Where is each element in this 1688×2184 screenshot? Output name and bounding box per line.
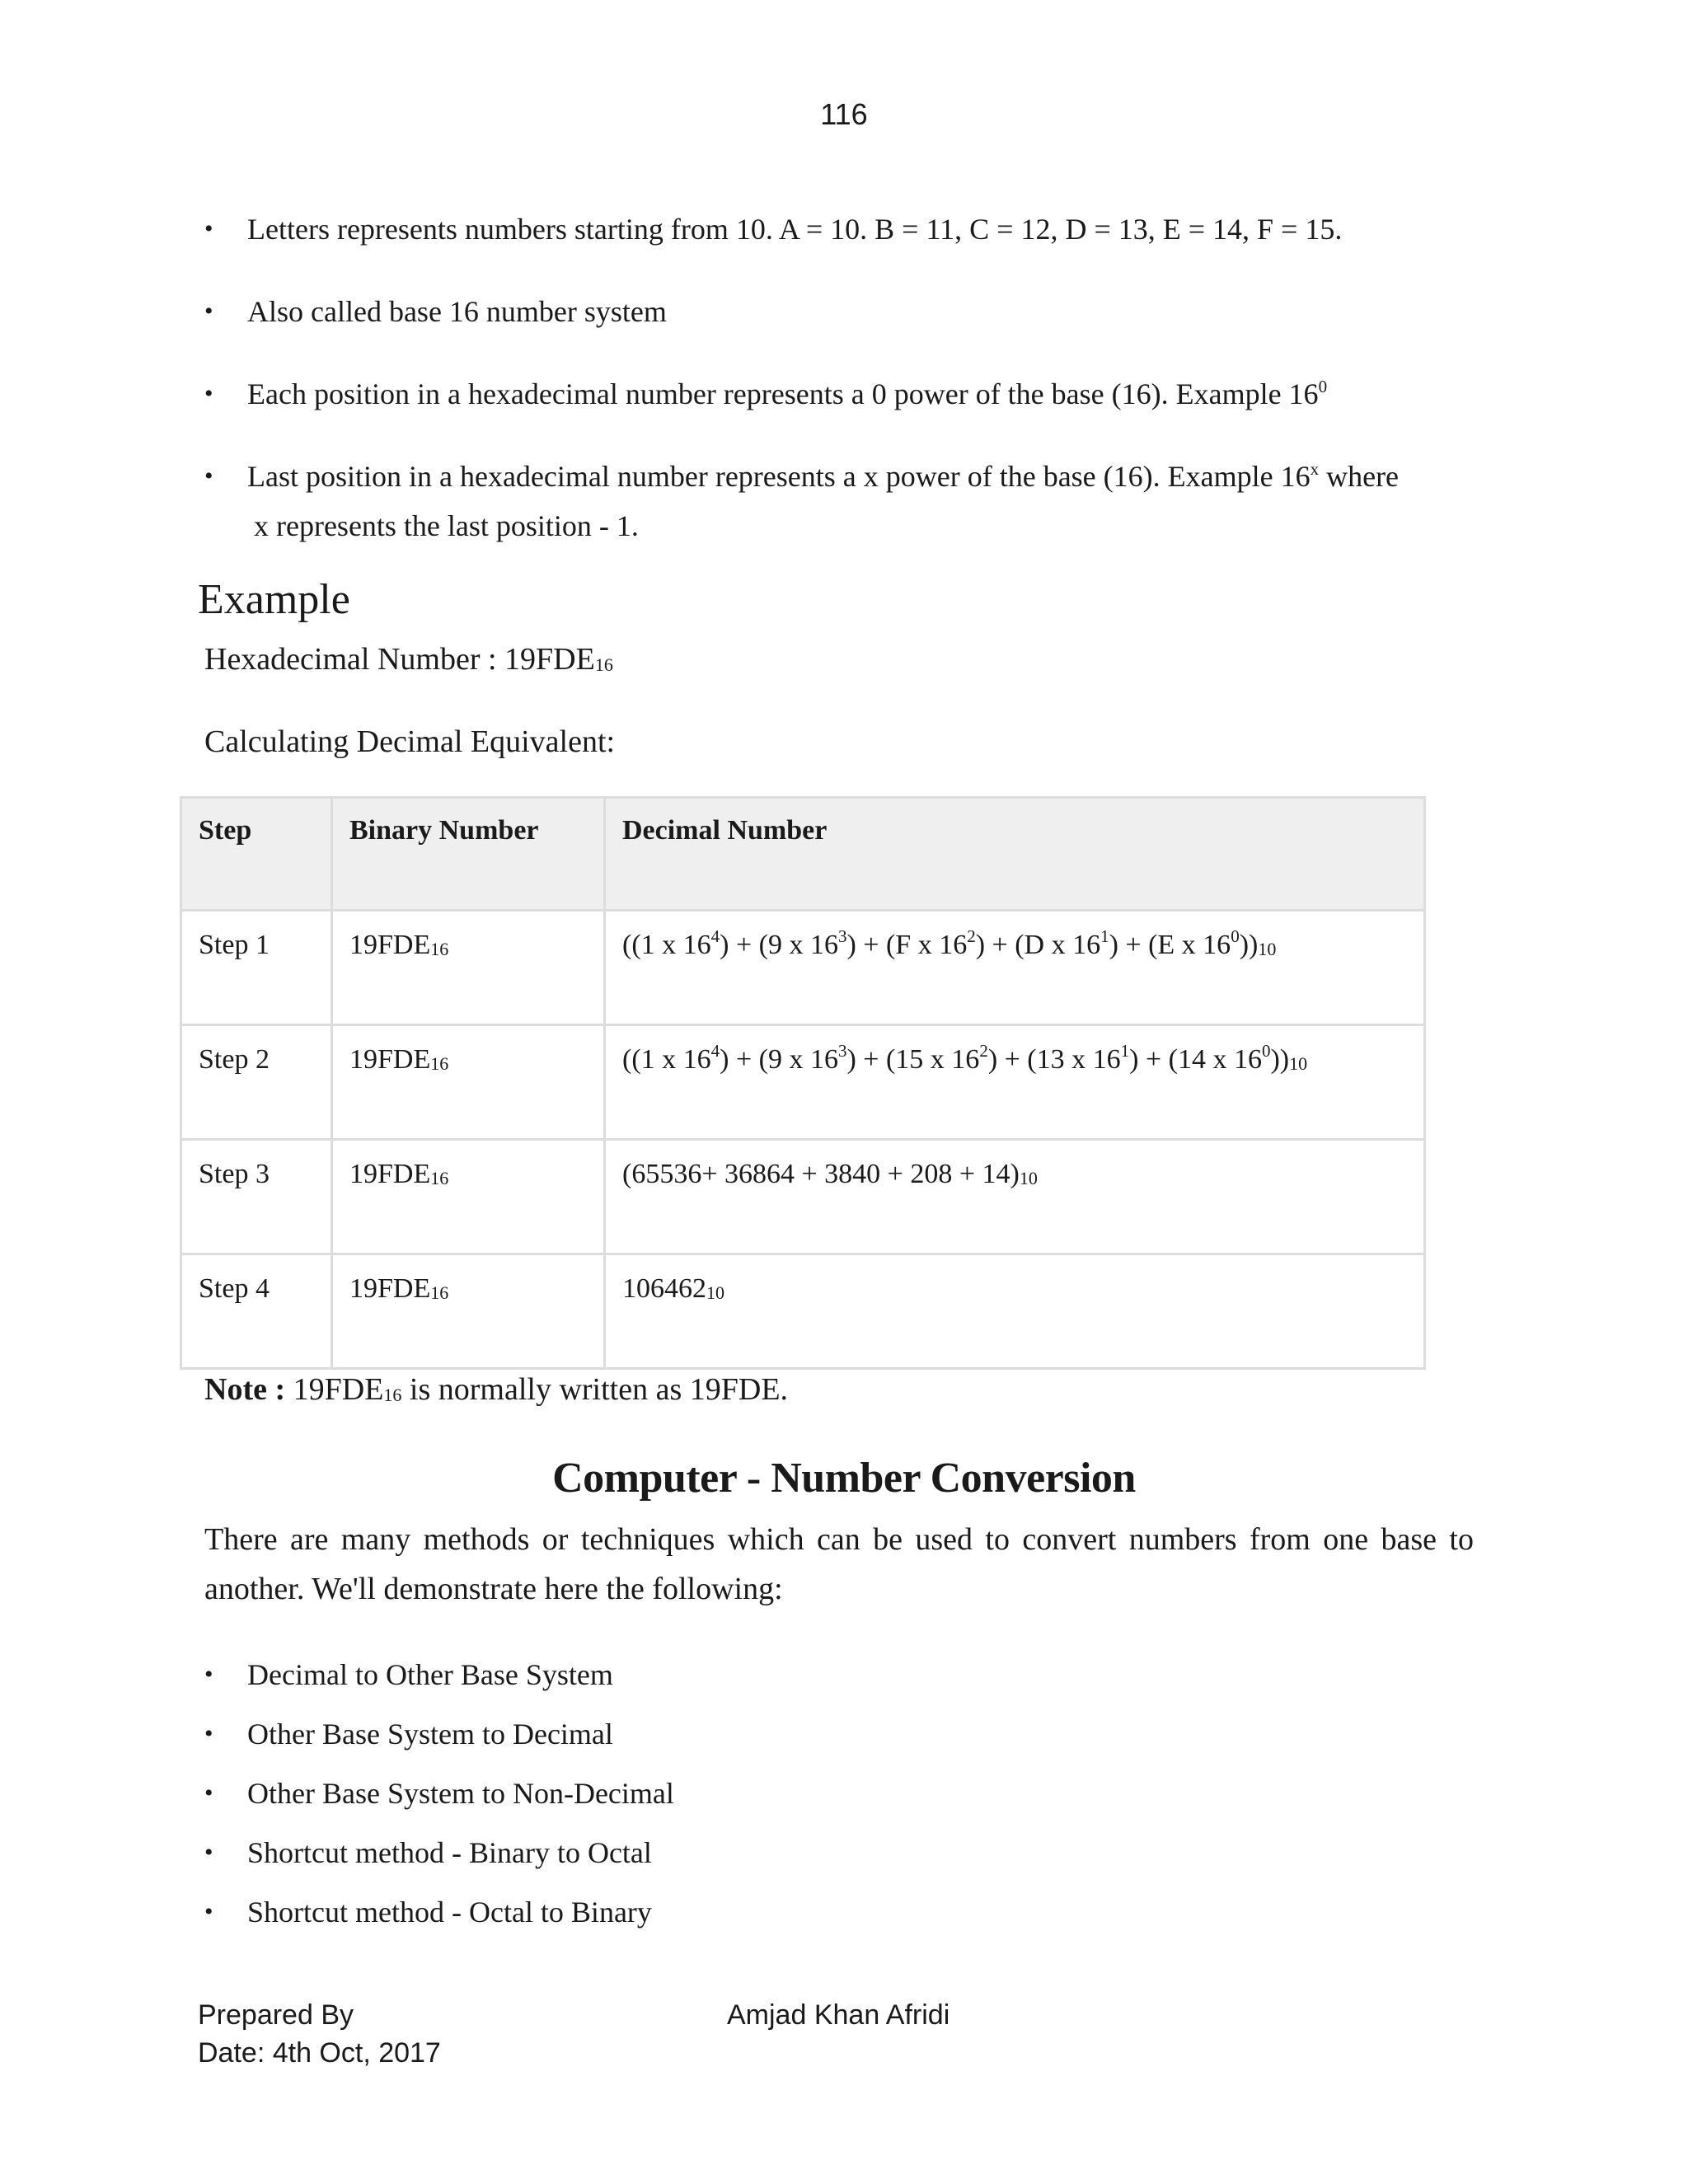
exponent: 1 (1120, 1041, 1130, 1061)
column-header-decimal: Decimal Number (605, 798, 1425, 911)
decimal-text: (65536+ 36864 + 3840 + 208 + 14) (622, 1159, 1020, 1189)
exponent: x (1310, 459, 1320, 479)
table-header-row (181, 798, 1425, 911)
exponent: 1 (1100, 926, 1109, 946)
step-cell: Step 2 (181, 1025, 332, 1140)
base-subscript: 10 (1258, 939, 1277, 959)
decimal-cell (605, 1140, 1425, 1254)
bullet-icon: • (204, 1839, 213, 1866)
bullet-icon: • (204, 462, 213, 490)
step-cell: Step 1 (181, 911, 332, 1025)
table-row (181, 1025, 1425, 1140)
list-item-text: Shortcut method - Binary to Octal (247, 1836, 652, 1869)
bullet-icon: • (204, 1720, 213, 1747)
step-cell: Step 3 (181, 1140, 332, 1254)
decimal-text: ) + (13 x 16 (987, 1044, 1121, 1075)
note (204, 1371, 788, 1408)
column-header-step: Step (181, 798, 332, 911)
footer-author: Amjad Khan Afridi (727, 1999, 950, 2031)
list-item (204, 1650, 674, 1699)
decimal-text: ((1 x 16 (622, 930, 711, 960)
base-subscript: 16 (594, 654, 613, 675)
list-item-text: Last position in a hexadecimal number represents a x power of the base (16). Example 16 (247, 460, 1311, 493)
decimal-text: ) + (9 x 16 (720, 1044, 838, 1075)
list-item-text: Decimal to Other Base System (247, 1658, 613, 1691)
bullet-icon: • (204, 1779, 213, 1807)
decimal-text: )) (1270, 1044, 1290, 1075)
example-heading: Example (198, 576, 350, 623)
list-item (204, 1769, 674, 1818)
conversion-table (180, 796, 1426, 1370)
base-subscript: 10 (1019, 1168, 1038, 1188)
table-row (181, 1254, 1425, 1369)
decimal-text: ) + (9 x 16 (720, 930, 838, 960)
list-item (204, 204, 1492, 254)
binary-cell (332, 1025, 605, 1140)
column-header-binary: Binary Number (332, 798, 605, 911)
decimal-cell (605, 911, 1425, 1025)
exponent: 2 (979, 1041, 988, 1061)
decimal-text: ) + (D x 16 (975, 930, 1101, 960)
hexadecimal-properties-list (204, 204, 1492, 583)
decimal-text: ((1 x 16 (622, 1044, 711, 1075)
step-cell: Step 4 (181, 1254, 332, 1369)
hex-number-label: Hexadecimal Number : 19FDE (204, 642, 595, 677)
exponent: 0 (1318, 377, 1328, 396)
decimal-cell (605, 1025, 1425, 1140)
binary-cell (332, 1140, 605, 1254)
bullet-icon: • (204, 380, 213, 407)
base-subscript: 16 (430, 1168, 449, 1188)
binary-value: 19FDE (349, 1044, 431, 1075)
exponent: 3 (837, 926, 847, 946)
list-item-continuation: x represents the last position - 1. (254, 509, 639, 542)
decimal-cell (605, 1254, 1425, 1369)
base-subscript: 10 (706, 1282, 724, 1303)
exponent: 2 (967, 926, 976, 946)
base-subscript: 16 (430, 1053, 449, 1074)
decimal-text: ) + (F x 16 (846, 930, 968, 960)
list-item (204, 1887, 674, 1937)
section-title: Computer - Number Conversion (552, 1455, 1136, 1502)
section-intro: There are many methods or techniques which can be used to convert numbers from one base to another. We'll demonstrate here the following: (204, 1522, 1474, 1606)
list-item-text: Other Base System to Non-Decimal (247, 1777, 674, 1810)
bullet-icon: • (204, 1898, 213, 1925)
base-subscript: 16 (430, 939, 449, 959)
list-item (204, 1828, 674, 1877)
calculating-label: Calculating Decimal Equivalent: (204, 724, 616, 759)
exponent: 4 (710, 1041, 720, 1061)
note-value: 19FDE (293, 1372, 384, 1407)
list-item-text: Shortcut method - Octal to Binary (247, 1896, 652, 1929)
list-item (204, 452, 1492, 551)
binary-cell (332, 1254, 605, 1369)
decimal-text: )) (1239, 930, 1259, 960)
list-item-text: Letters represents numbers starting from 10. A = 10. B = 11, C = 12, D = 13, E = 14, F = 15. (247, 213, 1343, 246)
footer-left (198, 1996, 441, 2072)
exponent: 0 (1231, 926, 1240, 946)
list-item (204, 369, 1492, 419)
list-item (204, 287, 1492, 336)
bullet-icon: • (204, 1661, 213, 1688)
binary-value: 19FDE (349, 1273, 431, 1304)
decimal-text: ) + (E x 16 (1109, 930, 1231, 960)
exponent: 3 (837, 1041, 847, 1061)
list-item (204, 1709, 674, 1759)
binary-value: 19FDE (349, 1159, 431, 1189)
bullet-icon: • (204, 215, 213, 242)
table-row (181, 1140, 1425, 1254)
decimal-text: ) + (15 x 16 (846, 1044, 980, 1075)
base-subscript: 16 (383, 1385, 402, 1405)
decimal-text: ) + (14 x 16 (1129, 1044, 1262, 1075)
note-rest: is normally written as 19FDE. (401, 1372, 789, 1407)
table-row (181, 911, 1425, 1025)
footer-date: Date: 4th Oct, 2017 (198, 2037, 441, 2069)
list-item-text-after: where (1319, 460, 1400, 493)
list-item-text: Also called base 16 number system (247, 295, 667, 328)
base-subscript: 16 (430, 1282, 449, 1303)
decimal-text: 106462 (622, 1273, 706, 1304)
list-item-text: Each position in a hexadecimal number represents a 0 power of the base (16). Example 16 (247, 377, 1319, 410)
exponent: 4 (710, 926, 720, 946)
page-number: 116 (820, 97, 868, 131)
conversion-methods-list (204, 1650, 674, 1947)
list-item-text: Other Base System to Decimal (247, 1718, 613, 1750)
exponent: 0 (1261, 1041, 1271, 1061)
note-label: Note : (204, 1372, 286, 1407)
binary-cell (332, 911, 605, 1025)
binary-value: 19FDE (349, 930, 431, 960)
bullet-icon: • (204, 298, 213, 325)
base-subscript: 10 (1289, 1053, 1308, 1074)
hex-number-line (204, 641, 613, 677)
prepared-by: Prepared By (198, 1999, 354, 2031)
